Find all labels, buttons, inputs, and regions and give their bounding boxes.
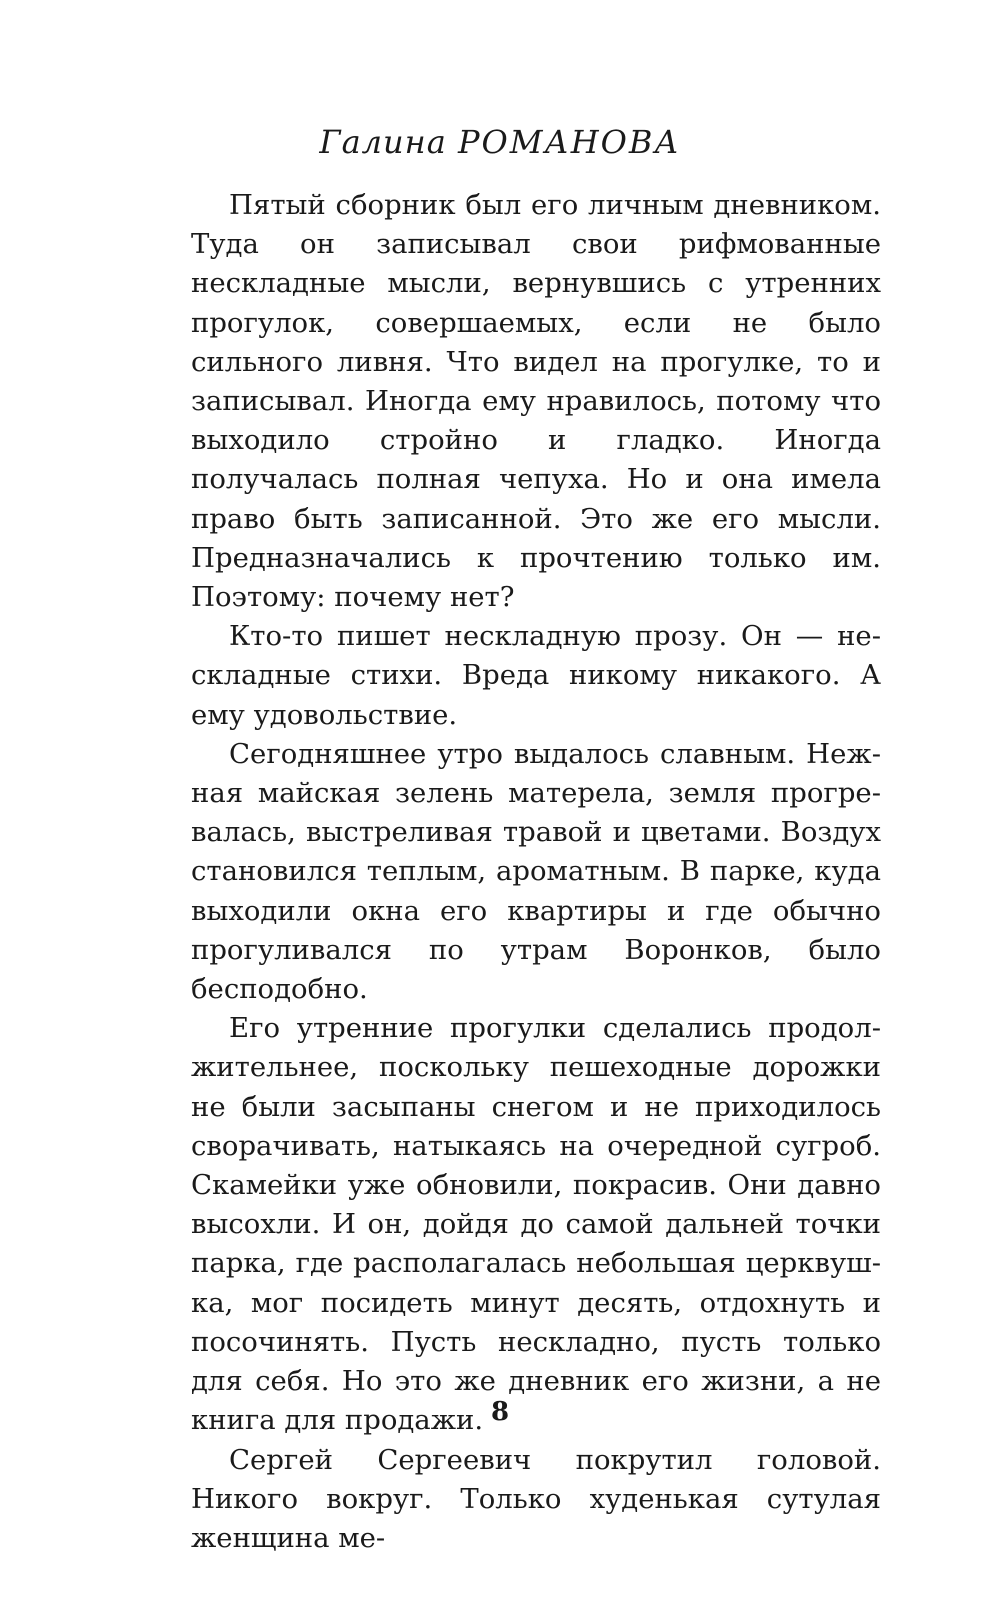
paragraph: Пятый сборник был его личным дневником. Туда он записывал свои рифмованные нескладные мысли, вернувшись с утренних прогулок, совершаемых, если не было сильного ливня. Что видел на прогулке, то и записывал. Иногда ему нравилось, потому что выходило стройно и гладко. Иногда получалась полная чепуха. Но и она имела право быть записанной. Это же его мысли. Предназначались к прочтению только им. Поэтому: почему нет? (191, 189, 881, 614)
paragraph: Сергей Сергеевич покрутил головой. Никого вокруг. Только худенькая сутулая женщина ме- (191, 1443, 881, 1554)
paragraph: Сегодняшнее утро выдалось славным. Нежная майская зелень матерела, земля прогревалась, выстреливая травой и цветами. Воздух становился теплым, ароматным. В парке, куда выходили окна его квартиры и где обычно прогуливался по утрам Воронков, было бесподобно. (191, 737, 881, 1006)
page-number: 8 (490, 1397, 510, 1427)
running-header (0, 118, 1000, 166)
author-last-name: РОМАНОВА (457, 123, 681, 161)
paragraph: Кто-то пишет нескладную прозу. Он — нескладные стихи. Вреда никому никакого. А ему удовольствие. (191, 620, 881, 731)
body-text (191, 186, 881, 1558)
paragraph: Его утренние прогулки сделались продолжительнее, поскольку пешеходные дорожки не были засыпаны снегом и не приходилось сворачивать, натыкаясь на очередной сугроб. Скамейки уже обновили, покрасив. Они давно высохли. И он, дойдя до самой дальней точки парка, где располагалась небольшая церквушка, мог посидеть минут десять, отдохнуть и посочинять. Пусть нескладно, пусть только для себя. Но это же дневник его жизни, а не книга для продажи. (191, 1012, 881, 1437)
author-first-name: Галина (319, 123, 447, 161)
